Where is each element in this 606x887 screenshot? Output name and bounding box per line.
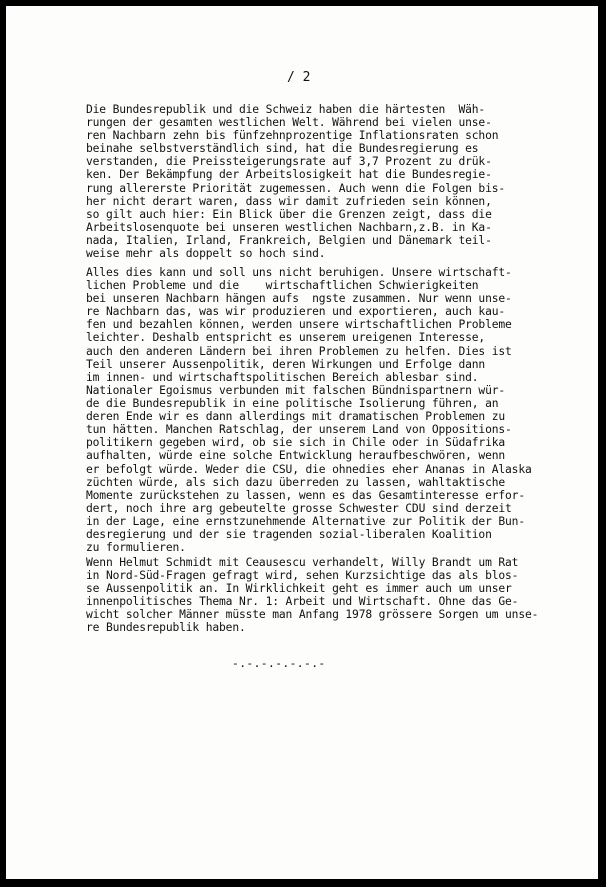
text-line: lichen Probleme und die wirtschaftlichen Schwierigkeiten (86, 279, 479, 293)
text-line: er befolgt würde. Weder die CSU, die ohnedies eher Ananas in Alaska (86, 462, 532, 476)
text-line: re Nachbarn das, was wir produzieren und exportieren, auch kau- (86, 305, 506, 319)
text-line: verstanden, die Preissteigerungsrate auf 3,7 Prozent zu drük- (86, 155, 492, 169)
text-line: nada, Italien, Irland, Frankreich, Belgien und Dänemark teil- (86, 233, 492, 247)
paragraph-2 (86, 266, 566, 384)
text-line: weise mehr als doppelt so hoch sind. (86, 247, 326, 261)
text-line: Alles dies kann und soll uns nicht beruhigen. Unsere wirtschaft- (86, 266, 512, 279)
text-line: tun hätten. Manchen Ratschlag, der unserem Land von Oppositions- (86, 423, 512, 437)
text-line: in der Lage, eine ernstzunehmende Alternative zur Politik der Bun- (86, 514, 525, 528)
paragraph-4 (86, 556, 566, 635)
text-line: züchten würde, als sich dazu überreden zu lassen, wahltaktische (86, 475, 506, 489)
text-line: aufhalten, würde eine solche Entwicklung heraufbeschwören, wenn (86, 449, 506, 463)
text-line: so gilt auch hier: Ein Blick über die Grenzen zeigt, dass die (86, 207, 492, 221)
paragraph-3 (86, 384, 566, 554)
paragraph-1 (86, 103, 566, 260)
document-page (6, 6, 598, 879)
text-line: re Bundesrepublik haben. (86, 621, 246, 635)
text-line: bei unseren Nachbarn hängen aufs ngste zusammen. Nur wenn unse- (86, 292, 512, 306)
text-line: im innen- und wirtschaftspolitischen Bereich ablesbar sind. (86, 370, 479, 384)
text-line: desregierung und der sie tragenden sozial-liberalen Koalition (86, 528, 492, 542)
text-line: fen und bezahlen können, werden unsere wirtschaftlichen Probleme (86, 318, 512, 332)
text-line: wicht solcher Männer müsste man Anfang 1978 grössere Sorgen um unse- (86, 608, 539, 622)
text-line: deren Ende wir es dann allerdings mit dramatischen Problemen zu (86, 410, 506, 424)
text-line: innenpolitisches Thema Nr. 1: Arbeit und Wirtschaft. Ohne das Ge- (86, 595, 519, 609)
text-line: beinahe selbstverständlich sind, hat die Bundesregierung es (86, 142, 479, 156)
text-line: dert, noch ihre arg gebeutelte grosse Schwester CDU sind derzeit (86, 501, 512, 515)
text-line: Nationaler Egoismus verbunden mit falschen Bündnispartnern wür- (86, 384, 506, 397)
text-line: ren Nachbarn zehn bis fünfzehnprozentige Inflationsraten schon (86, 129, 499, 143)
text-line: Die Bundesrepublik und die Schweiz haben die härtesten Wäh- (86, 103, 486, 116)
text-line: in Nord-Süd-Fragen gefragt wird, sehen Kurzsichtige das als blos- (86, 569, 519, 583)
text-line: Teil unserer Aussenpolitik, deren Wirkungen und Erfolge dann (86, 357, 486, 371)
scan-border (600, 0, 606, 887)
text-line: politikern gegeben wird, ob sie sich in Chile oder in Südafrika (86, 436, 506, 450)
text-line: zu formulieren. (86, 541, 186, 555)
text-line: her nicht derart waren, dass wir damit zufrieden sein können, (86, 194, 492, 208)
text-line: de die Bundesrepublik in eine politische Isolierung führen, an (86, 397, 499, 411)
text-line: Arbeitslosenquote bei unseren westlichen Nachbarn,z.B. in Ka- (86, 220, 492, 234)
text-line: rung allererste Priorität zugemessen. Auch wenn die Folgen bis- (86, 181, 506, 195)
text-line: Momente zurückstehen zu lassen, wenn es das Gesamtinteresse erfor- (86, 488, 525, 502)
end-of-text-mark: -.-.-.-.-.-.- (232, 657, 326, 670)
text-line: auch den anderen Ländern bei ihren Problemen zu helfen. Dies ist (86, 344, 512, 358)
text-line: Wenn Helmut Schmidt mit Ceausescu verhandelt, Willy Brandt um Rat (86, 556, 519, 569)
text-line: ken. Der Bekämpfung der Arbeitslosigkeit hat die Bundesregie- (86, 168, 492, 182)
text-line: se Aussenpolitik an. In Wirklichkeit geht es immer auch um unser (86, 582, 512, 596)
page-number: / 2 (287, 70, 311, 85)
text-line: rungen der gesamten westlichen Welt. Während bei vielen unse- (86, 116, 492, 130)
text-line: leichter. Deshalb entspricht es unserem ureigenen Interesse, (86, 331, 486, 345)
